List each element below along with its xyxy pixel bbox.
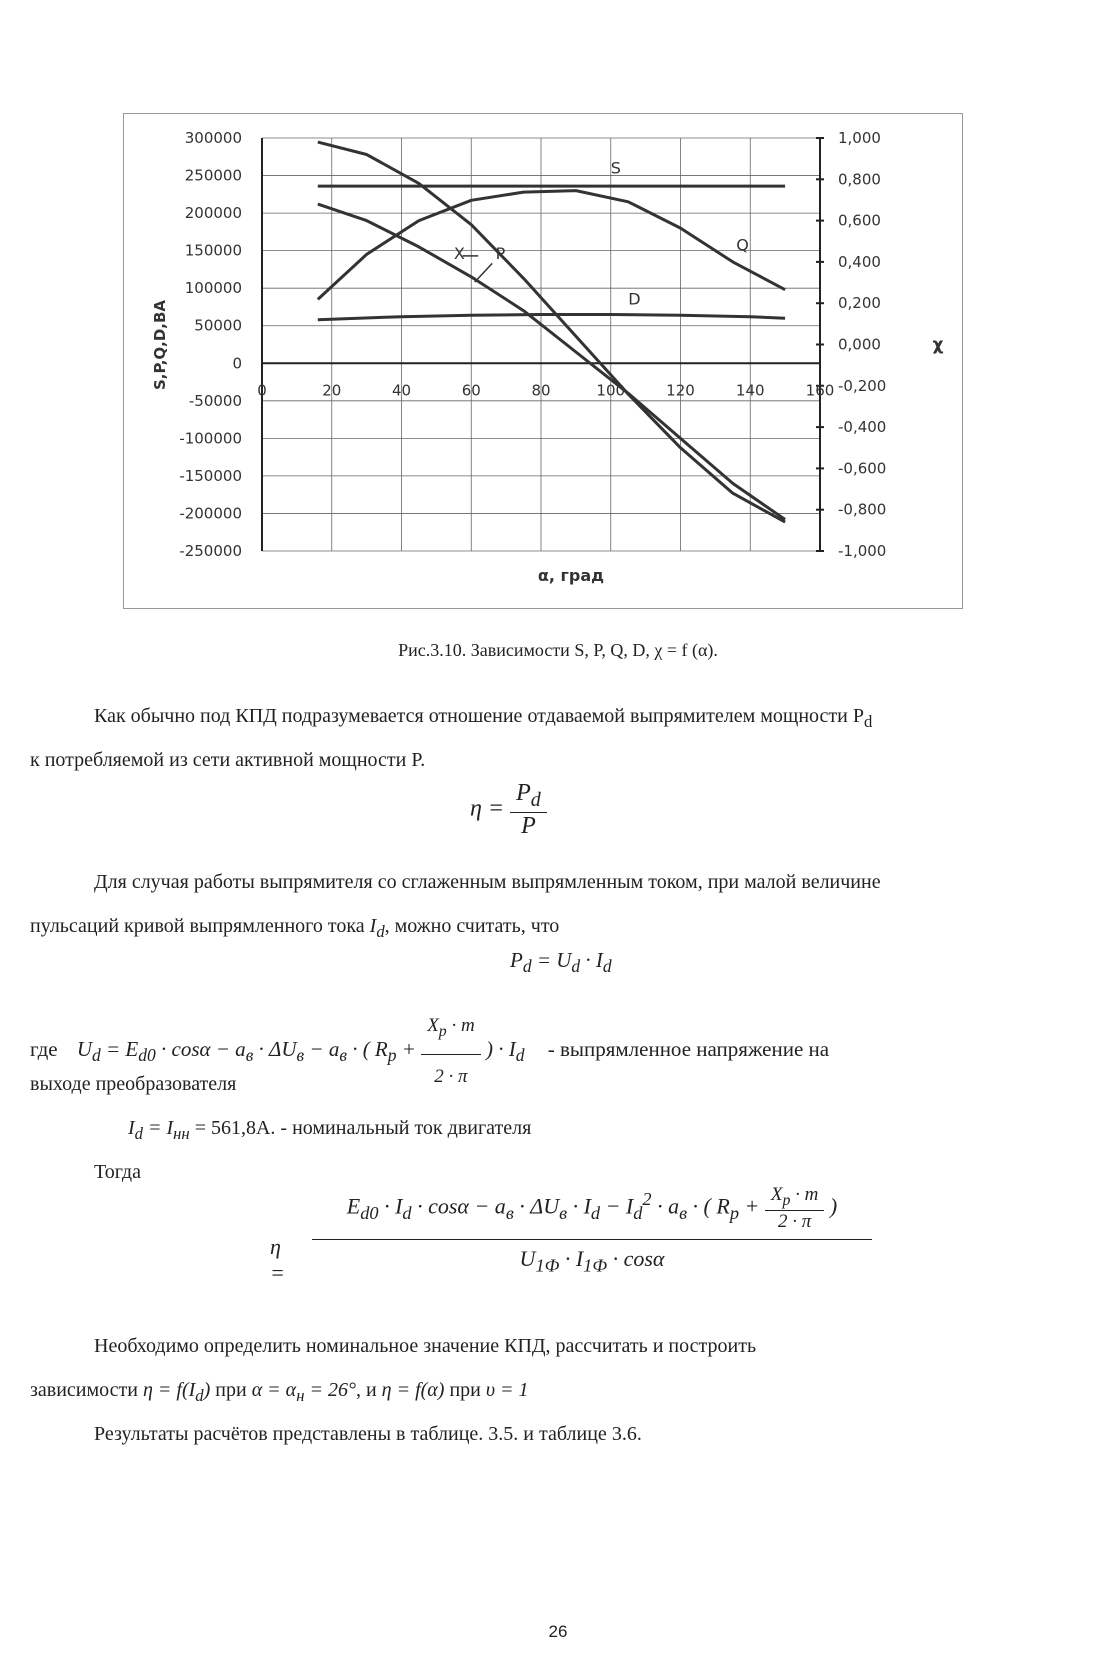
where-label: где (30, 1037, 58, 1062)
p4-f: , и (355, 1379, 377, 1401)
p4-a: зависимости (30, 1379, 138, 1401)
para3: выходе преобразователя (30, 1073, 237, 1095)
eq3-frac-num-rest: · m (451, 1015, 475, 1036)
eq3-body3: · ΔU (258, 1037, 297, 1062)
x-tick-label: 140 (735, 381, 765, 400)
y-tick-label: 100000 (184, 279, 242, 298)
eq3-body4: − a (309, 1037, 340, 1062)
eq3-desc: - выпрямленное напряжение на (547, 1037, 830, 1062)
eq5-den: U (519, 1245, 536, 1271)
y2-tick-label: 0,000 (838, 335, 881, 354)
paragraph-1 (30, 694, 1080, 744)
para1-line2: к потребляемой из сети активной мощности P. (30, 749, 426, 771)
eq2-rest2: · I (585, 948, 603, 972)
x-tick-label: 100 (596, 381, 626, 400)
p4-b: η = f(I (142, 1379, 196, 1401)
y2-axis-title: χ (932, 335, 944, 355)
para4-line2: зависимости $\eta = f(I_d)$ при $\alpha = \alpha_н = 26^\circ$, и η = f(α) при υ = 1 (30, 1379, 529, 1405)
p4-e: = 26° (309, 1379, 356, 1401)
para2-line2 (30, 904, 1080, 954)
chart-grid (262, 138, 820, 551)
x-tick-label: 120 (666, 381, 695, 400)
para1-sub: d (863, 712, 873, 731)
para2-var-sub: d (376, 922, 385, 941)
y-tick-label: 300000 (184, 129, 242, 147)
para2-text-b: , можно считать, что (384, 915, 560, 937)
para2-var: I (369, 915, 377, 937)
equation-eta (470, 780, 547, 840)
chart-labels (151, 158, 944, 585)
page-number: 26 (548, 1622, 568, 1641)
eq3-body5: · ( R (352, 1037, 388, 1062)
equation-ud-line: где $U_d = E_{d0} \cdot \cos\alpha - a_в \cdot \Delta U_в - a_в$ · ( $R_p$ + $\frac{X_p \cdot m}{2 \cdot \pi}$ ) · $I_d$ - выпрямленное напряжение на (30, 1004, 1080, 1099)
chart-ticks (179, 129, 886, 560)
y-tick-label: -200000 (179, 504, 242, 523)
para4-line1: Необходимо определить номинальное значение КПД, рассчитать и построить (94, 1335, 757, 1357)
label-x: X (453, 243, 465, 263)
x-tick-label: 20 (322, 381, 342, 400)
y2-tick-label: 0,400 (838, 252, 881, 271)
y2-tick-label: 1,000 (838, 129, 881, 147)
y2-tick-label: -0,200 (838, 376, 887, 395)
y-tick-label: -250000 (179, 542, 242, 560)
eq4-text: = 561,8A. - номинальный ток двигателя (194, 1117, 532, 1139)
eq3-body2: · cosα − a (161, 1037, 246, 1062)
figure-caption: Рис.3.10. Зависимости S, P, Q, D, χ = f (α). (398, 640, 718, 660)
series-line-Q (318, 191, 785, 300)
eq3-tail: ) · I (485, 1037, 516, 1062)
label-d: D (628, 289, 641, 309)
y-tick-label: 200000 (184, 204, 242, 223)
y2-tick-label: -0,600 (838, 459, 887, 478)
y-tick-label: -50000 (188, 391, 242, 410)
eq1-fraction (510, 780, 547, 840)
p4-d: α = α (251, 1379, 297, 1401)
p4-h: при (449, 1379, 481, 1401)
para2-line1: Для случая работы выпрямителя со сглаженным выпрямленным током, при малой величине (94, 871, 881, 893)
x-axis-title: α, град (537, 566, 605, 585)
y-tick-label: 250000 (184, 166, 242, 185)
eq3-body6: + (401, 1037, 416, 1062)
para2-text-a: пульсаций кривой выпрямленного тока (30, 915, 365, 937)
x-tick-label: 0 (257, 381, 267, 400)
label-s: S (610, 158, 621, 178)
y2-tick-label: -0,400 (838, 418, 887, 437)
eq3-main: U (76, 1037, 92, 1062)
y-tick-label: 0 (232, 354, 242, 373)
y-tick-label: -150000 (179, 466, 242, 485)
x-tick-label: 40 (391, 381, 412, 400)
series-line-D (318, 315, 785, 320)
y2-tick-label: 0,600 (838, 211, 881, 230)
x-tick-label: 160 (805, 381, 835, 400)
eq2-lhs: P (510, 948, 523, 972)
eq1-num-sub: d (530, 788, 541, 811)
para1-line1: Как обычно под КПД подразумевается отношение отдаваемой выпрямителем мощности P (94, 705, 864, 727)
y2-tick-label: -0,800 (838, 500, 887, 519)
equation-id: $I_d = I_{нн} = 561,8A$. - номинальный ток двигателя (128, 1117, 532, 1143)
p4-i: υ = 1 (485, 1379, 529, 1401)
eq1-num: P (516, 780, 531, 806)
y-tick-label: 50000 (194, 316, 242, 335)
p4-g: η = f(α) (381, 1379, 445, 1401)
y2-tick-label: 0,800 (838, 170, 881, 189)
arrow-p (475, 263, 492, 282)
y2-tick-label: 0,200 (838, 294, 881, 313)
eq3-frac-num: X (427, 1015, 439, 1036)
eq1-lhs: η = (470, 795, 505, 822)
y-tick-label: 150000 (184, 241, 242, 260)
x-tick-label: 60 (461, 381, 481, 400)
chart-series (318, 142, 785, 522)
y-axis-title: S,P,Q,D,BA (151, 299, 169, 391)
label-p: P (495, 243, 506, 263)
y2-tick-label: -1,000 (838, 542, 887, 560)
eq5-num: E (346, 1193, 361, 1219)
eq3-fraction: $\frac{X_p \cdot m}{2 \cdot \pi}$ (421, 1004, 481, 1099)
eq3-frac-den: 2 · π (434, 1065, 468, 1087)
eq3-body: = E (106, 1037, 139, 1062)
x-tick-label: 80 (531, 381, 551, 400)
y-tick-label: -100000 (179, 429, 242, 448)
chart-svg (0, 0, 1116, 640)
para5: Результаты расчётов представлены в таблице. 3.5. и таблице 3.6. (94, 1423, 642, 1445)
label-q: Q (736, 235, 749, 255)
eq1-den: P (521, 812, 536, 839)
then-label: Тогда (94, 1161, 141, 1183)
eq2-rest: = U (536, 948, 572, 972)
equation-pd: $P_d = U_d \cdot I_d$ (510, 948, 612, 977)
